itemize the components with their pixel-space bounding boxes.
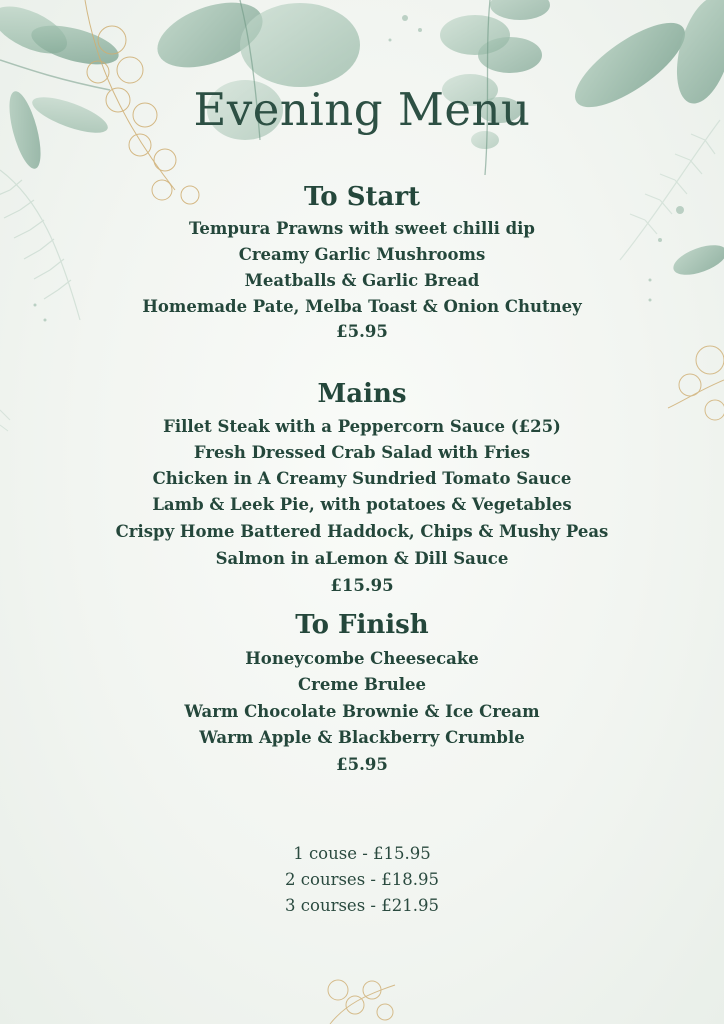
section-price-mains: £15.95: [330, 576, 394, 595]
menu-item: Crispy Home Battered Haddock, Chips & Mushy Peas: [115, 522, 609, 541]
section-heading-to-finish: To Finish: [295, 610, 429, 640]
course-price-line: 1 couse - £15.95: [293, 844, 431, 863]
gold-rings-bottom: [328, 980, 395, 1024]
menu-item: Lamb & Leek Pie, with potatoes & Vegetables: [152, 495, 572, 514]
section-price-to-start: £5.95: [336, 322, 388, 341]
menu-item: Meatballs & Garlic Bread: [244, 271, 480, 290]
menu-item: Fillet Steak with a Peppercorn Sauce (£25): [163, 417, 561, 436]
menu-item: Warm Chocolate Brownie & Ice Cream: [184, 702, 540, 721]
menu-item: Warm Apple & Blackberry Crumble: [199, 728, 525, 747]
menu-item: Chicken in A Creamy Sundried Tomato Sauce: [152, 469, 572, 488]
course-price-line: 2 courses - £18.95: [285, 870, 439, 889]
menu-item: Salmon in aLemon & Dill Sauce: [215, 549, 509, 568]
section-heading-to-start: To Start: [303, 182, 421, 212]
menu-item: Honeycombe Cheesecake: [245, 649, 479, 668]
menu-item: Creamy Garlic Mushrooms: [238, 245, 486, 264]
menu-title: Evening Menu: [193, 83, 531, 136]
section-price-to-finish: £5.95: [336, 755, 388, 774]
menu-item: Homemade Pate, Melba Toast & Onion Chutney: [142, 297, 582, 316]
menu-item: Fresh Dressed Crab Salad with Fries: [193, 443, 531, 462]
section-heading-mains: Mains: [317, 379, 407, 409]
menu-item: Tempura Prawns with sweet chilli dip: [189, 219, 535, 238]
menu-item: Creme Brulee: [298, 675, 426, 694]
course-price-line: 3 courses - £21.95: [285, 896, 439, 915]
